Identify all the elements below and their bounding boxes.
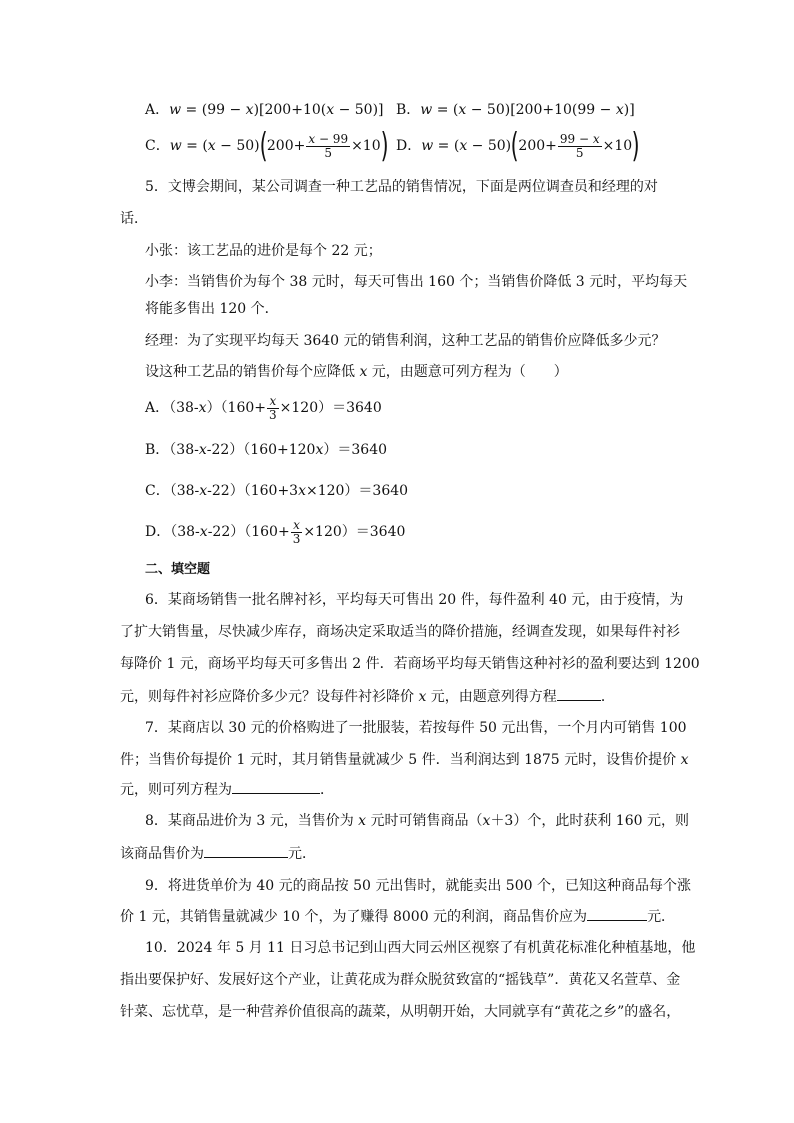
option-label: B． — [396, 102, 421, 118]
q8-line2: 该商品售价为 元． — [120, 843, 316, 864]
q6-line3: 每降价 1 元，商场平均每天可多售出 2 件．若商场平均每天销售这种衬衫的盈利要达到 1200 — [120, 656, 700, 672]
left-paren: ( — [510, 126, 519, 166]
q5-option-b[interactable]: B．（38-x-22）（160+120x）＝3640 — [145, 442, 388, 458]
q5-stem-line1: 5．文博会期间，某公司调查一种工艺品的销售情况，下面是两位调查员和经理的对 — [145, 179, 658, 195]
q4-option-b[interactable]: B．w = (x − 50)[200+10(99 − x)] — [396, 102, 635, 118]
q10-line2: 指出要保护好、发展好这个产业，让黄花成为群众脱贫致富的“摇钱草”．黄花又名萱草、金 — [120, 972, 681, 988]
q10-line3: 针菜、忘忧草，是一种营养价值很高的蔬菜，从明朝开始，大同就享有“黄花之乡”的盛名， — [120, 1004, 681, 1020]
q9-line1: 9．将进货单价为 40 元的商品按 50 元出售时，就能卖出 500 个，已知这种商品每个涨 — [145, 878, 691, 894]
q8-line1: 8．某商品进价为 3 元，当售价为 x 元时可销售商品（x＋3）个，此时获利 160 元，则 — [145, 813, 689, 829]
right-paren: ) — [380, 126, 389, 166]
right-paren: ) — [631, 126, 640, 166]
section-title: 二、填空题 — [145, 562, 211, 577]
q7-line1: 7．某商店以 30 元的价格购进了一批服装，若按每件 50 元出售，一个月内可销售 100 — [145, 720, 687, 736]
q7-line2: 件；当售价每提价 1 元时，其月销售量就减少 5 件．当利润达到 1875 元时，设售价提价 x — [120, 752, 689, 768]
answer-blank[interactable] — [204, 843, 288, 858]
q10-line1: 10．2024 年 5 月 11 日习总书记到山西大同云州区视察了有机黄花标准化种植基地，他 — [145, 940, 696, 956]
q7-line3: 元，则可列方程为 ． — [120, 779, 334, 800]
fraction: $\frac{99 - x}{5}$ — [559, 131, 600, 160]
q5-stem-line2: 话． — [120, 211, 148, 227]
option-label: A． — [145, 102, 170, 118]
q4-option-d[interactable]: D．w = (x − 50)(200+ $\frac{99 - x}{5}$ ×10) — [396, 126, 640, 166]
q5-option-a[interactable]: A．（38-x）（160+ $\frac{x}{3}$ ×120）＝3640 — [145, 393, 382, 422]
answer-blank[interactable] — [232, 779, 320, 794]
fraction: $\frac{x}{3}$ — [292, 517, 301, 546]
option-label: C． — [145, 138, 170, 154]
option-label: D． — [396, 138, 422, 154]
q5-manager: 经理：为了实现平均每天 3640 元的销售利润，这种工艺品的销售价应降低多少元？ — [145, 333, 666, 349]
q5-li-line1: 小李：当销售价为每个 38 元时，每天可售出 160 个；当销售价降低 3 元时，平均每天 — [145, 274, 688, 290]
fraction: $\frac{x}{3}$ — [269, 393, 277, 422]
q5-option-d[interactable]: D．（38-x-22）（160+ $\frac{x}{3}$ ×120）＝3640 — [145, 517, 406, 546]
left-paren: ( — [259, 126, 268, 166]
fraction: $\frac{x - 99}{5}$ — [308, 131, 349, 160]
q6-line4: 元，则每件衬衫应降价多少元？设每件衬衫降价 x 元，由题意列得方程 ． — [120, 686, 615, 707]
q6-line1: 6．某商场销售一批名牌衬衫，平均每天可售出 20 件，每件盈利 40 元，由于疫情，为 — [145, 592, 684, 608]
q5-zhang: 小张：该工艺品的进价是每个 22 元； — [145, 243, 382, 259]
q5-option-c[interactable]: C．（38-x-22）（160+3x×120）＝3640 — [145, 483, 409, 499]
answer-blank[interactable] — [587, 906, 647, 921]
q5-setup: 设这种工艺品的销售价每个应降低 x 元，由题意可列方程为（ ） — [145, 364, 568, 380]
q4-option-c[interactable]: C．w = (x − 50)(200+ $\frac{x - 99}{5}$ ×10) — [145, 126, 389, 166]
answer-blank[interactable] — [557, 686, 601, 701]
q5-li-line2: 将能多售出 120 个． — [145, 301, 279, 317]
q6-line2: 了扩大销售量，尽快减少库存，商场决定采取适当的降价措施，经调查发现，如果每件衬衫 — [120, 624, 680, 640]
q9-line2: 价 1 元，其销售量就减少 10 个，为了赚得 8000 元的利润，商品售价应为 元． — [120, 906, 675, 927]
q4-option-a[interactable]: A．w = (99 − x)[200+10(x − 50)] — [145, 102, 384, 118]
